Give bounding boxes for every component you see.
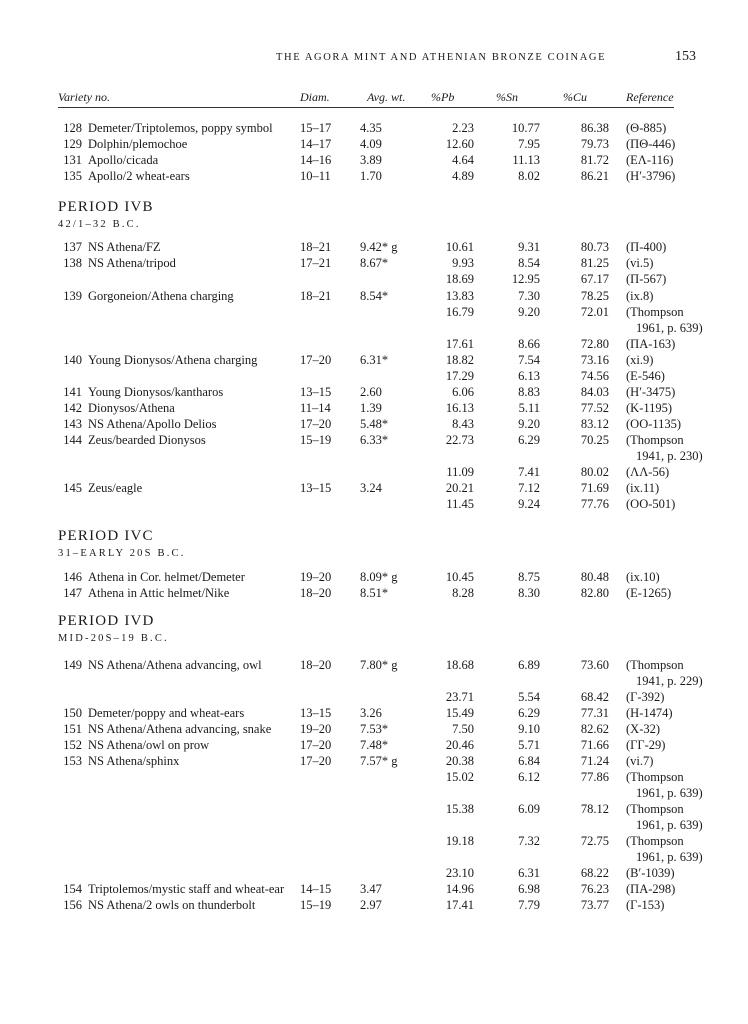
- cell-pb: 4.89: [452, 169, 474, 183]
- table-row: [0, 801, 748, 817]
- cell-pb: 17.61: [445, 337, 474, 351]
- cell-cu: 81.25: [580, 256, 609, 270]
- cell-pb: 15.49: [445, 706, 474, 720]
- cell-cu: 76.23: [580, 882, 609, 896]
- column-header-variety: Variety no.: [58, 90, 110, 104]
- period-dates: 42/1–32 B.C.: [58, 219, 141, 230]
- table-row: [0, 689, 748, 705]
- table-row: [0, 168, 748, 184]
- cell-wt: 8.51*: [360, 586, 389, 600]
- table-row: [0, 368, 748, 384]
- cell-ref: (Η′-3475): [626, 385, 676, 399]
- table-row: [0, 416, 748, 432]
- cell-ref: (Η′-3796): [626, 169, 676, 183]
- cell-sn: 5.54: [518, 690, 540, 704]
- cell-sn: 5.71: [518, 738, 540, 752]
- cell-wt: 3.24: [360, 481, 382, 495]
- cell-desc: Athena in Cor. helmet/Demeter: [88, 570, 245, 584]
- cell-ref: (ΠΑ-163): [626, 337, 676, 351]
- column-header-cu: %Cu: [563, 90, 587, 104]
- cell-cu: 73.60: [580, 658, 609, 672]
- table-row: [0, 585, 748, 601]
- cell-sn: 9.31: [518, 240, 540, 254]
- cell-sn: 7.12: [518, 481, 540, 495]
- cell-pb: 22.73: [445, 433, 474, 447]
- cell-cu: 73.77: [580, 898, 609, 912]
- cell-ref: (ix.8): [626, 289, 654, 303]
- cell-wt: 9.42* g: [360, 240, 398, 254]
- cell-diam: 14–17: [300, 137, 332, 151]
- table-row: [0, 569, 748, 585]
- cell-sn: 8.66: [518, 337, 540, 351]
- cell-cu: 78.12: [580, 802, 609, 816]
- cell-pb: 18.68: [445, 658, 474, 672]
- header-rule: [58, 107, 674, 108]
- cell-sn: 8.02: [518, 169, 540, 183]
- cell-sn: 9.20: [518, 417, 540, 431]
- running-head: THE AGORA MINT AND ATHENIAN BRONZE COINAGE: [276, 52, 607, 63]
- cell-wt: 8.67*: [360, 256, 389, 270]
- cell-no: 152: [63, 738, 82, 752]
- cell-ref: (Η-1474): [626, 706, 673, 720]
- cell-pb: 20.46: [445, 738, 474, 752]
- cell-ref-continuation: 1961, p. 639): [636, 321, 703, 335]
- cell-cu: 71.24: [580, 754, 609, 768]
- cell-sn: 6.98: [518, 882, 540, 896]
- cell-ref: (Γ-153): [626, 898, 665, 912]
- table-row-continuation: [0, 673, 748, 689]
- cell-wt: 3.89: [360, 153, 382, 167]
- table-row: [0, 152, 748, 168]
- cell-desc: NS Athena/FZ: [88, 240, 161, 254]
- cell-wt: 2.97: [360, 898, 382, 912]
- cell-desc: Apollo/cicada: [88, 153, 159, 167]
- cell-pb: 6.06: [452, 385, 474, 399]
- period-title: PERIOD IVB: [58, 199, 154, 215]
- cell-ref: (ΠΑ-298): [626, 882, 676, 896]
- cell-no: 137: [63, 240, 82, 254]
- table-row: [0, 120, 748, 136]
- table-row: [0, 432, 748, 448]
- cell-cu: 73.16: [580, 353, 609, 367]
- period-title: PERIOD IVD: [58, 613, 155, 629]
- cell-diam: 17–20: [300, 754, 332, 768]
- cell-ref: (Thompson: [626, 305, 684, 319]
- cell-ref: (Θ-885): [626, 121, 667, 135]
- cell-ref: (ΛΛ-56): [626, 465, 670, 479]
- cell-desc: NS Athena/sphinx: [88, 754, 180, 768]
- cell-ref: (Thompson: [626, 834, 684, 848]
- cell-diam: 13–15: [300, 481, 332, 495]
- cell-desc: NS Athena/Athena advancing, snake: [88, 722, 272, 736]
- cell-cu: 68.22: [580, 866, 609, 880]
- cell-diam: 14–16: [300, 153, 332, 167]
- column-header-weight: Avg. wt.: [367, 90, 406, 104]
- cell-no: 139: [63, 289, 82, 303]
- column-header-pb: %Pb: [431, 90, 455, 104]
- cell-sn: 9.20: [518, 305, 540, 319]
- cell-diam: 15–19: [300, 898, 332, 912]
- cell-wt: 3.47: [360, 882, 382, 896]
- cell-cu: 70.25: [580, 433, 609, 447]
- cell-pb: 19.18: [445, 834, 474, 848]
- cell-wt: 8.09* g: [360, 570, 398, 584]
- cell-wt: 4.35: [360, 121, 382, 135]
- cell-no: 153: [63, 754, 82, 768]
- cell-diam: 11–14: [300, 401, 331, 415]
- column-header-sn: %Sn: [496, 90, 518, 104]
- cell-cu: 74.56: [580, 369, 609, 383]
- cell-no: 141: [63, 385, 82, 399]
- cell-wt: 3.26: [360, 706, 382, 720]
- cell-sn: 7.30: [518, 289, 540, 303]
- cell-no: 142: [63, 401, 82, 415]
- cell-wt: 6.33*: [360, 433, 389, 447]
- cell-wt: 4.09: [360, 137, 382, 151]
- cell-cu: 68.42: [580, 690, 609, 704]
- cell-sn: 9.10: [518, 722, 540, 736]
- cell-cu: 80.02: [580, 465, 609, 479]
- cell-sn: 8.75: [518, 570, 540, 584]
- cell-desc: Dionysos/Athena: [88, 401, 175, 415]
- table-row: [0, 271, 748, 287]
- cell-diam: 17–21: [300, 256, 332, 270]
- cell-wt: 1.70: [360, 169, 382, 183]
- cell-no: 131: [63, 153, 82, 167]
- cell-cu: 78.25: [580, 289, 609, 303]
- cell-desc: Young Dionysos/kantharos: [88, 385, 224, 399]
- cell-sn: 7.54: [518, 353, 540, 367]
- cell-desc: Triptolemos/mystic staff and wheat-ear: [88, 882, 285, 896]
- cell-sn: 9.24: [518, 497, 540, 511]
- cell-wt: 2.60: [360, 385, 382, 399]
- cell-desc: NS Athena/tripod: [88, 256, 176, 270]
- cell-ref: (ΟΟ-501): [626, 497, 676, 511]
- cell-ref: (ΠΘ-446): [626, 137, 676, 151]
- cell-sn: 6.31: [518, 866, 540, 880]
- cell-desc: Athena in Attic helmet/Nike: [88, 586, 230, 600]
- cell-ref: (Π-400): [626, 240, 667, 254]
- cell-pb: 23.71: [445, 690, 474, 704]
- cell-desc: NS Athena/2 owls on thunderbolt: [88, 898, 256, 912]
- cell-cu: 72.75: [580, 834, 609, 848]
- cell-cu: 77.86: [580, 770, 609, 784]
- table-row: [0, 239, 748, 255]
- cell-pb: 11.09: [446, 465, 474, 479]
- table-row: [0, 384, 748, 400]
- cell-wt: 7.80* g: [360, 658, 398, 672]
- cell-pb: 13.83: [445, 289, 474, 303]
- cell-pb: 15.38: [445, 802, 474, 816]
- cell-ref-continuation: 1941, p. 230): [636, 449, 703, 463]
- table-row-continuation: [0, 849, 748, 865]
- cell-pb: 20.38: [445, 754, 474, 768]
- cell-sn: 8.83: [518, 385, 540, 399]
- cell-diam: 18–21: [300, 240, 332, 254]
- table-row: [0, 352, 748, 368]
- cell-desc: NS Athena/owl on prow: [88, 738, 210, 752]
- cell-no: 143: [63, 417, 82, 431]
- cell-desc: Demeter/Triptolemos, poppy symbol: [88, 121, 273, 135]
- cell-wt: 6.31*: [360, 353, 389, 367]
- cell-pb: 14.96: [445, 882, 474, 896]
- table-row: [0, 400, 748, 416]
- cell-no: 151: [63, 722, 82, 736]
- cell-no: 140: [63, 353, 82, 367]
- table-row: [0, 881, 748, 897]
- cell-diam: 18–20: [300, 586, 332, 600]
- cell-cu: 86.38: [580, 121, 609, 135]
- cell-no: 144: [63, 433, 82, 447]
- cell-desc: Dolphin/plemochoe: [88, 137, 188, 151]
- cell-pb: 16.13: [445, 401, 474, 415]
- cell-no: 156: [63, 898, 82, 912]
- cell-ref: (ΟΟ-1135): [626, 417, 682, 431]
- cell-pb: 4.64: [452, 153, 474, 167]
- cell-diam: 13–15: [300, 385, 332, 399]
- cell-cu: 71.69: [580, 481, 609, 495]
- cell-ref: (Γ-392): [626, 690, 665, 704]
- cell-sn: 7.32: [518, 834, 540, 848]
- cell-sn: 6.12: [518, 770, 540, 784]
- cell-ref-continuation: 1961, p. 639): [636, 786, 703, 800]
- cell-pb: 17.41: [445, 898, 474, 912]
- table-row: [0, 136, 748, 152]
- cell-cu: 80.73: [580, 240, 609, 254]
- cell-pb: 11.45: [446, 497, 474, 511]
- column-header-reference: Reference: [626, 90, 674, 104]
- table-row: [0, 897, 748, 913]
- cell-desc: Young Dionysos/Athena charging: [88, 353, 258, 367]
- cell-ref: (Thompson: [626, 433, 684, 447]
- cell-diam: 15–17: [300, 121, 332, 135]
- cell-cu: 84.03: [580, 385, 609, 399]
- cell-desc: Gorgoneion/Athena charging: [88, 289, 234, 303]
- cell-cu: 82.80: [580, 586, 609, 600]
- cell-cu: 67.17: [580, 272, 609, 286]
- cell-desc: NS Athena/Athena advancing, owl: [88, 658, 262, 672]
- table-row: [0, 464, 748, 480]
- cell-diam: 13–15: [300, 706, 332, 720]
- cell-ref: (Ε-546): [626, 369, 665, 383]
- cell-no: 154: [63, 882, 82, 896]
- cell-no: 129: [63, 137, 82, 151]
- table-row-continuation: [0, 785, 748, 801]
- cell-diam: 17–20: [300, 738, 332, 752]
- cell-no: 145: [63, 481, 82, 495]
- cell-sn: 6.29: [518, 433, 540, 447]
- cell-wt: 7.57* g: [360, 754, 398, 768]
- cell-ref: (xi.9): [626, 353, 654, 367]
- column-header-diam: Diam.: [300, 90, 330, 104]
- cell-sn: 11.13: [512, 153, 540, 167]
- cell-ref: (Thompson: [626, 770, 684, 784]
- cell-no: 128: [63, 121, 82, 135]
- cell-desc: Demeter/poppy and wheat-ears: [88, 706, 245, 720]
- cell-cu: 77.52: [580, 401, 609, 415]
- cell-ref: (ΕΛ-116): [626, 153, 674, 167]
- cell-pb: 10.45: [445, 570, 474, 584]
- cell-ref: (Χ-32): [626, 722, 661, 736]
- cell-desc: Apollo/2 wheat-ears: [88, 169, 190, 183]
- table-row: [0, 288, 748, 304]
- table-row-continuation: [0, 448, 748, 464]
- cell-pb: 20.21: [445, 481, 474, 495]
- table-row-continuation: [0, 817, 748, 833]
- cell-desc: Zeus/bearded Dionysos: [88, 433, 206, 447]
- cell-sn: 10.77: [511, 121, 540, 135]
- table-row: [0, 705, 748, 721]
- cell-cu: 83.12: [580, 417, 609, 431]
- table-row: [0, 769, 748, 785]
- cell-ref-continuation: 1941, p. 229): [636, 674, 703, 688]
- cell-pb: 23.10: [445, 866, 474, 880]
- cell-wt: 7.53*: [360, 722, 389, 736]
- cell-ref: (ix.10): [626, 570, 660, 584]
- cell-wt: 1.39: [360, 401, 382, 415]
- cell-no: 138: [63, 256, 82, 270]
- cell-pb: 8.43: [452, 417, 474, 431]
- table-row: [0, 304, 748, 320]
- cell-ref: (Thompson: [626, 658, 684, 672]
- table-row: [0, 865, 748, 881]
- cell-diam: 15–19: [300, 433, 332, 447]
- period-dates: 31–EARLY 20S B.C.: [58, 548, 186, 559]
- table-row: [0, 496, 748, 512]
- cell-desc: NS Athena/Apollo Delios: [88, 417, 217, 431]
- cell-sn: 7.95: [518, 137, 540, 151]
- table-row: [0, 737, 748, 753]
- cell-diam: 18–20: [300, 658, 332, 672]
- cell-cu: 72.80: [580, 337, 609, 351]
- table-row-continuation: [0, 320, 748, 336]
- cell-pb: 18.69: [445, 272, 474, 286]
- cell-ref: (Β′-1039): [626, 866, 675, 880]
- table-row: [0, 657, 748, 673]
- period-dates: MID-20S–19 B.C.: [58, 633, 169, 644]
- table-row: [0, 336, 748, 352]
- cell-no: 147: [63, 586, 82, 600]
- cell-sn: 5.11: [518, 401, 540, 415]
- cell-no: 146: [63, 570, 82, 584]
- cell-pb: 18.82: [445, 353, 474, 367]
- cell-diam: 18–21: [300, 289, 332, 303]
- cell-ref: (Κ-1195): [626, 401, 673, 415]
- cell-cu: 77.31: [580, 706, 609, 720]
- cell-pb: 9.93: [452, 256, 474, 270]
- cell-ref-continuation: 1961, p. 639): [636, 850, 703, 864]
- cell-pb: 2.23: [452, 121, 474, 135]
- cell-ref: (vi.5): [626, 256, 654, 270]
- cell-diam: 17–20: [300, 417, 332, 431]
- cell-no: 135: [63, 169, 82, 183]
- cell-diam: 14–15: [300, 882, 332, 896]
- table-row: [0, 255, 748, 271]
- cell-ref: (Thompson: [626, 802, 684, 816]
- cell-cu: 71.66: [580, 738, 609, 752]
- cell-sn: 6.29: [518, 706, 540, 720]
- cell-pb: 17.29: [445, 369, 474, 383]
- cell-cu: 79.73: [580, 137, 609, 151]
- cell-no: 149: [63, 658, 82, 672]
- cell-wt: 8.54*: [360, 289, 389, 303]
- cell-sn: 6.09: [518, 802, 540, 816]
- table-row: [0, 721, 748, 737]
- period-title: PERIOD IVC: [58, 528, 154, 544]
- cell-pb: 16.79: [445, 305, 474, 319]
- cell-cu: 77.76: [580, 497, 609, 511]
- cell-wt: 5.48*: [360, 417, 389, 431]
- cell-sn: 6.13: [518, 369, 540, 383]
- table-row: [0, 833, 748, 849]
- cell-ref: (vi.7): [626, 754, 654, 768]
- cell-ref: (Π-567): [626, 272, 667, 286]
- cell-ref: (Ε-1265): [626, 586, 672, 600]
- cell-desc: Zeus/eagle: [88, 481, 143, 495]
- cell-sn: 6.89: [518, 658, 540, 672]
- cell-cu: 72.01: [580, 305, 609, 319]
- cell-pb: 12.60: [445, 137, 474, 151]
- table-row: [0, 753, 748, 769]
- cell-wt: 7.48*: [360, 738, 389, 752]
- cell-sn: 7.79: [518, 898, 540, 912]
- table-row: [0, 480, 748, 496]
- cell-pb: 8.28: [452, 586, 474, 600]
- cell-cu: 82.62: [580, 722, 609, 736]
- cell-pb: 7.50: [452, 722, 474, 736]
- cell-ref: (ix.11): [626, 481, 660, 495]
- cell-diam: 19–20: [300, 722, 332, 736]
- cell-diam: 17–20: [300, 353, 332, 367]
- page-number: 153: [675, 49, 696, 64]
- cell-sn: 8.54: [518, 256, 540, 270]
- cell-diam: 19–20: [300, 570, 332, 584]
- cell-no: 150: [63, 706, 82, 720]
- cell-pb: 15.02: [445, 770, 474, 784]
- cell-ref: (ΓΓ-29): [626, 738, 666, 752]
- cell-pb: 10.61: [445, 240, 474, 254]
- cell-cu: 81.72: [580, 153, 609, 167]
- cell-sn: 8.30: [518, 586, 540, 600]
- cell-diam: 10–11: [300, 169, 331, 183]
- cell-cu: 86.21: [580, 169, 609, 183]
- cell-sn: 12.95: [511, 272, 540, 286]
- cell-ref-continuation: 1961, p. 639): [636, 818, 703, 832]
- cell-sn: 6.84: [518, 754, 540, 768]
- cell-cu: 80.48: [580, 570, 609, 584]
- cell-sn: 7.41: [518, 465, 540, 479]
